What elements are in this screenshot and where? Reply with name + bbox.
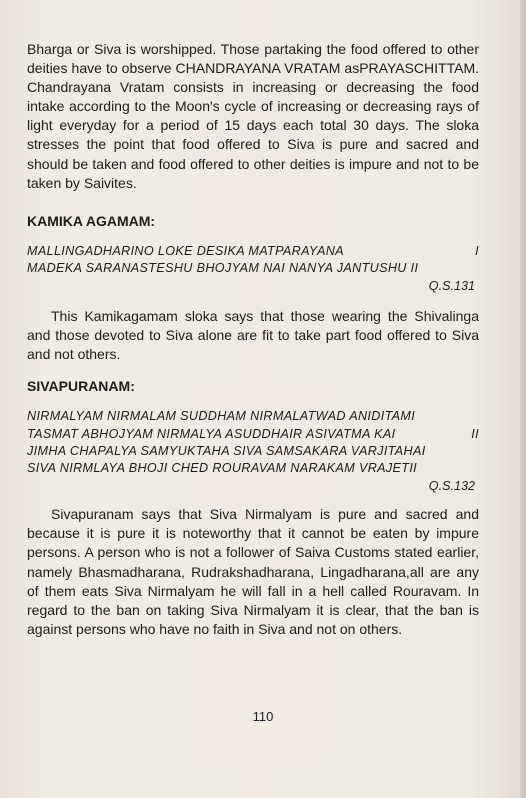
page-edge: [520, 0, 526, 798]
kamika-explanation: This Kamikagamam sloka says that those wearing the Shivalinga and those devoted to Siva alone are fit to take part food offered to Siva and not others.: [27, 308, 479, 363]
page-number: 110: [252, 709, 274, 724]
kamika-verse: [27, 243, 479, 277]
sivapuranam-heading: SIVAPURANAM:: [27, 378, 135, 395]
kamika-reference: Q.S.131: [428, 279, 475, 294]
kamika-verse-line-2: MADEKA SARANASTESHU BHOJYAM NAI NANYA JANTUSHU II: [27, 260, 419, 275]
kamika-verse-line-1: [27, 243, 479, 260]
verse-text: MALLINGADHARINO LOKE DESIKA MATPARAYANA: [27, 243, 344, 258]
kamika-heading: KAMIKA AGAMAM:: [27, 212, 156, 229]
sivapuranam-verse-line-3: JIMHA CHAPALYA SAMYUKTAHA SIVA SAMSAKARA VARJITAHAI: [27, 443, 426, 458]
sivapuranam-verse-line-2: [27, 426, 479, 443]
verse-mark: II: [471, 426, 479, 441]
sivapuranam-verse: [27, 408, 479, 477]
sivapuranam-verse-line-4: SIVA NIRMLAYA BHOJI CHED ROURAVAM NARAKAM VRAJETII: [27, 461, 418, 476]
page-content: [27, 40, 479, 639]
intro-paragraph: Bharga or Siva is worshipped. Those partaking the food offered to other deities have to observe CHANDRAYANA VRATAM asPRAYASCHITTAM. Chandrayana Vratam consists in increasing or decreasing the food intake according to the Moon's cycle of increasing or decreasing rays of light everyday for a period of 15 days each total 30 days. The sloka stresses the point that food offered to Siva is pure and sacred and should be taken and food offered to other deities is impure and not to be taken by Saivites.: [27, 41, 479, 191]
verse-text: TASMAT ABHOJYAM NIRMALYA ASUDDHAIR ASIVATMA KAI: [27, 426, 396, 441]
sivapuranam-verse-line-1: NIRMALYAM NIRMALAM SUDDHAM NIRMALATWAD ANIDITAMI: [27, 409, 416, 424]
verse-mark: I: [475, 243, 479, 258]
sivapuranam-reference: Q.S.132: [428, 479, 475, 494]
sivapuranam-explanation: Sivapuranam says that Siva Nirmalyam is pure and sacred and because it is pure it is noteworthy that it cannot be eaten by impure persons. A person who is not a follower of Saiva Customs stated earlier, namely Bhasmadharana, Rudrakshadharana, Lingadharana,all are any of them eats Siva Nirmalyam he will fall in a hell called Rouravam. In regard to the ban on taking Siva Nirmalyam it is clear, that the ban is against persons who have no faith in Siva and not on others.: [27, 506, 479, 637]
